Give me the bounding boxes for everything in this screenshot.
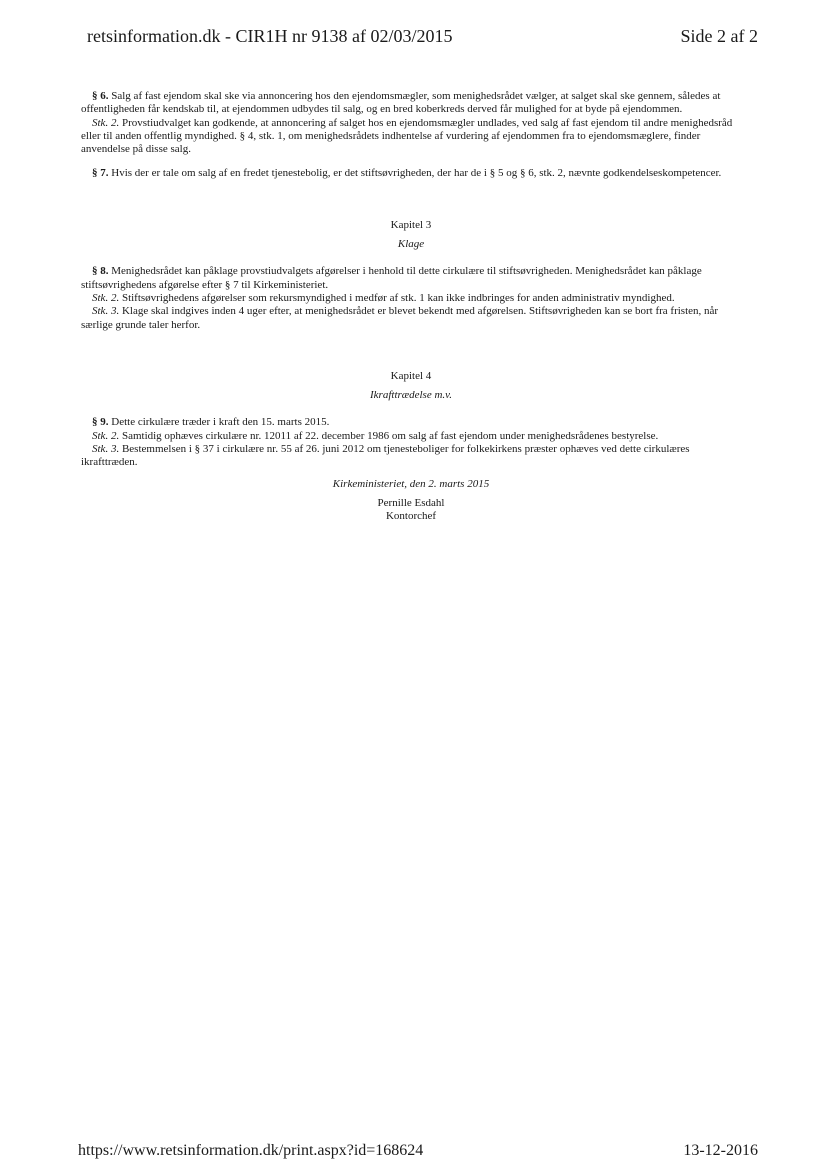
stk-body: Provstiudvalget kan godkende, at annoncering af salget hos en ejendomsmægler undlades, ved salg af fast ejendom til andre menighedsråd eller til anden offentlig myndighed. § 4, stk. 1, om menighedsrådets indhentelse af vurdering af ejendommen fra to ejendomsmæglere, finder anvendelse på disse salg. (81, 116, 733, 156)
section-6 (81, 90, 741, 156)
section-9 (81, 416, 741, 469)
signature-title: Kontorchef (385, 510, 437, 523)
chapter-4-label: Kapitel 4 (390, 369, 432, 382)
chapter-4-title: Ikrafttrædelse m.v. (370, 389, 452, 402)
stk-label: Stk. 3. (92, 443, 120, 456)
section-8 (81, 265, 741, 331)
section-8-stk3 (81, 305, 741, 332)
section-6-text (81, 90, 741, 117)
footer-url: https://www.retsinformation.dk/print.aspx?id=168624 (78, 1142, 424, 1159)
section-number: § 9. (92, 416, 109, 429)
stk-body: Stiftsøvrighedens afgørelser som rekursmyndighed i medfør af stk. 1 kan ikke indbringes for anden administrativ myndighed. (119, 291, 675, 304)
section-8-text (81, 265, 741, 292)
section-9-stk3 (81, 443, 741, 470)
stk-body: Klage skal indgives inden 4 uger efter, at menighedsrådet er blevet bekendt med afgørelsen. Stiftsøvrigheden kan se bort fra fristen, når særlige grunde taler herfor. (81, 305, 719, 331)
signature-name: Pernille Esdahl (377, 496, 445, 509)
chapter-3-label: Kapitel 3 (390, 218, 432, 231)
document-body (81, 90, 741, 524)
section-body: Dette cirkulære træder i kraft den 15. marts 2015. (108, 416, 330, 429)
stk-body: Samtidig ophæves cirkulære nr. 12011 af 22. december 1986 om salg af fast ejendom under menighedsrådenes bestyrelse. (119, 429, 659, 442)
footer-date: 13-12-2016 (683, 1142, 758, 1159)
section-7 (81, 167, 741, 180)
stk-label: Stk. 2. (92, 291, 120, 304)
section-9-stk2 (81, 430, 741, 443)
section-6-stk2 (81, 117, 741, 157)
section-number: § 7. (92, 167, 109, 180)
stk-label: Stk. 2. (92, 429, 120, 442)
section-9-text (81, 416, 741, 429)
chapter-3-title: Klage (397, 238, 425, 251)
page-header-title: retsinformation.dk - CIR1H nr 9138 af 02/03/2015 (87, 26, 453, 46)
section-number: § 8. (92, 265, 109, 278)
section-7-text (81, 167, 741, 180)
signature-place-date: Kirkeministeriet, den 2. marts 2015 (332, 477, 490, 490)
section-body: Hvis der er tale om salg af en fredet tjenestebolig, er det stiftsøvrigheden, der har de i § 5 og § 6, stk. 2, nævnte godkendelseskompetencer. (108, 167, 722, 180)
section-number: § 6. (92, 90, 109, 102)
page-number: Side 2 af 2 (680, 26, 758, 46)
stk-label: Stk. 2. (92, 116, 120, 129)
stk-body: Bestemmelsen i § 37 i cirkulære nr. 55 af 26. juni 2012 om tjenesteboliger for folkekirkens præster ophæves ved dette cirkulæres ikrafttræden. (81, 443, 690, 469)
stk-label: Stk. 3. (92, 305, 120, 318)
section-8-stk2 (81, 292, 741, 305)
section-body: Salg af fast ejendom skal ske via annoncering hos den ejendomsmægler, som menighedsrådet vælger, at salget skal ske gennem, således at offentligheden får kendskab til, at ejendommen udbydes til salg, og en bred koberkreds derved får mulighed for at byde på ejendommen. (81, 90, 721, 116)
section-body: Menighedsrådet kan påklage provstiudvalgets afgørelser i henhold til dette cirkulære til stiftsøvrigheden. Menighedsrådet kan påklage stiftsøvrighedens afgørelse efter § 7 til Kirkeministeriet. (81, 265, 702, 291)
